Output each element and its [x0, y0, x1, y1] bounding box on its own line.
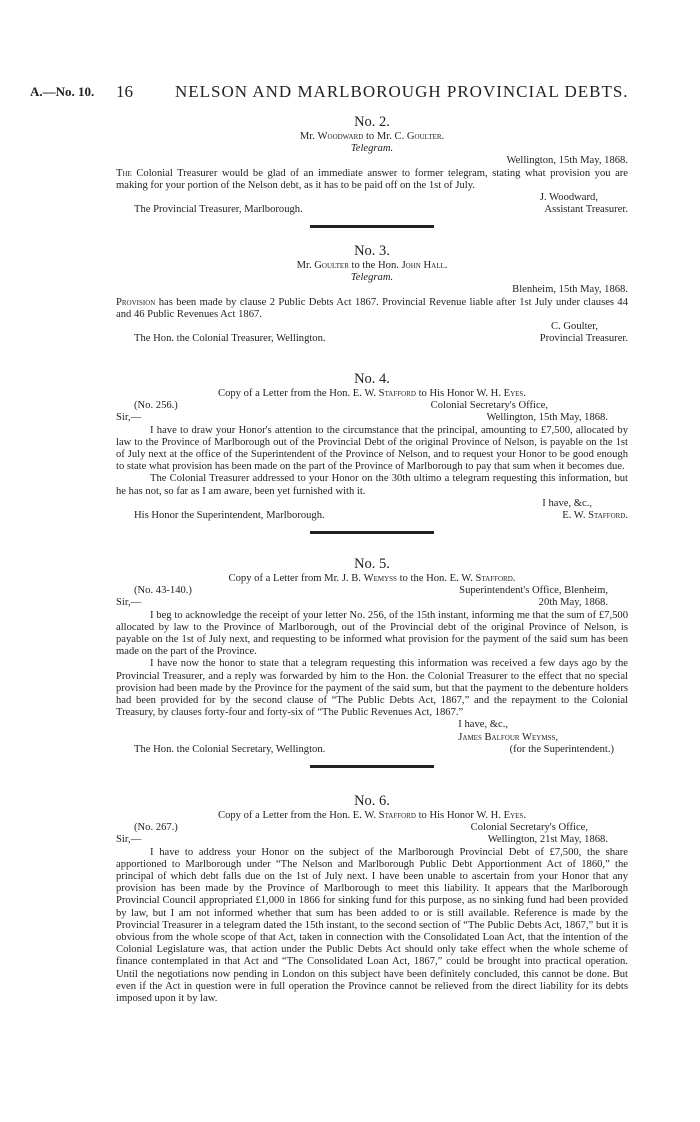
to-name: John Hall. [401, 260, 448, 271]
place-date: Wellington, 21st May, 1868. [487, 834, 608, 846]
caption-name: Stafford. [475, 573, 516, 584]
addressee-row [116, 333, 628, 345]
letter-paragraph: I have now the honor to state that a telegram requesting this information was received a few days ago by the Provincial Treasurer, and a reply was forwarded by him to the Hon. the Colonial Treasurer to the effect that no special provision had been made by the Province for the payment of the said sum, but that the payment to the debenture holders had been provided for by the second clause of “The Public Debts Act, 1867,” and the repayment to the Colonial Treasury, by clauses forty-four and forty-six of “The Public Revenues Act, 1867.” [116, 658, 628, 719]
from-name: Goulter [314, 260, 349, 271]
caption-text: to the Hon. E. W. [399, 573, 473, 584]
signature: C. Goulter, [551, 321, 598, 333]
addressee-row [116, 510, 628, 522]
message-body [116, 168, 628, 192]
office: Colonial Secretary's Office, [470, 822, 588, 834]
body-text: Colonial Treasurer would be glad of an immediate answer to former telegram, stating what provision you are making for your portion of the Nelson debt, as it has to be paid off on the 1st of July. [116, 167, 628, 191]
caption-text: to His Honor W. H. [418, 810, 501, 821]
salutation-row [116, 597, 628, 609]
closing: I have, &c., [458, 719, 508, 731]
correspondents-line [116, 260, 628, 272]
signature-note: (for the Superintendent.) [509, 743, 614, 755]
signature: J. Woodward, [539, 192, 598, 204]
caption-name: Eyes. [503, 388, 526, 399]
reference-number: (No. 256.) [134, 400, 178, 412]
place-date: Blenheim, 15th May, 1868. [512, 284, 628, 296]
caption-name: Wemyss [363, 573, 397, 584]
addressee: The Hon. the Colonial Treasurer, Wellington. [134, 333, 326, 345]
section-no-4 [116, 370, 628, 542]
caption-name: Eyes. [503, 810, 526, 821]
section-no-2 [116, 113, 628, 236]
section-divider [310, 225, 434, 228]
section-number: No. 3. [354, 243, 390, 259]
letter-caption [116, 573, 628, 585]
caption-name: Stafford [378, 810, 416, 821]
message-type: Telegram. [350, 272, 394, 284]
salutation-row [116, 834, 628, 846]
addressee-row [116, 744, 628, 756]
salutation: Sir,— [116, 597, 142, 609]
section-divider [310, 765, 434, 768]
from-title: Mr. [296, 260, 312, 271]
letter-paragraph: The Colonial Treasurer addressed to your Honor on the 30th ultimo a telegram requesting this information, but he has not, so far as I am aware, been yet furnished with it. [116, 473, 628, 497]
reference-row [116, 585, 628, 597]
running-header [30, 82, 670, 104]
caption-text: Copy of a Letter from Mr. J. B. [228, 573, 361, 584]
message-type: Telegram. [350, 143, 394, 155]
place-date: Wellington, 15th May, 1868. [486, 412, 608, 424]
reference-row [116, 822, 628, 834]
addressee: The Hon. the Colonial Secretary, Wellington. [134, 743, 326, 755]
letter-caption [116, 810, 628, 822]
body-lead: The [116, 167, 132, 179]
place-date: Wellington, 15th May, 1868. [506, 155, 628, 167]
signature: E. W. Stafford. [562, 510, 628, 522]
reference-number: (No. 43-140.) [134, 585, 192, 597]
section-number: No. 4. [354, 371, 390, 387]
page-number: 16 [116, 82, 133, 101]
caption-text: to His Honor W. H. [418, 388, 501, 399]
caption-text: Copy of a Letter from the Hon. E. W. [218, 810, 377, 821]
addressee-row [116, 204, 628, 216]
letter-caption [116, 388, 628, 400]
letter-paragraph: I beg to acknowledge the receipt of your letter No. 256, of the 15th instant, informing me that the sum of £7,500 allocated by law to the Province of Marlborough, out of the Provincial debt of the original Province of Nelson, is payable on the 1st of July next, and requesting to be informed what provision for the payment of the said sum has been made on the part of the Province. [116, 609, 628, 658]
to-title: to the Hon. [351, 260, 399, 271]
caption-text: Copy of a Letter from the Hon. E. W. [218, 388, 377, 399]
page-title: NELSON AND MARLBOROUGH PROVINCIAL DEBTS. [175, 82, 629, 101]
to-title: Mr. C. [376, 131, 405, 142]
salutation-row [116, 412, 628, 424]
letter-paragraph: I have to draw your Honor's attention to the circumstance that the principal, amounting to £7,500, allocated by law to the Province of Marlborough out of the Provincial Debt of the original Province of Nelson, is payable on the 1st of July next at the office of the Superintendent of the Province of Nelson, and to request your Honor to be good enough to state what provision has been made on the part of the Province of Marlborough to pay that sum when it becomes due. [116, 424, 628, 473]
paper-reference: A.—No. 10. [30, 84, 95, 99]
signature: James Balfour Weymss, [458, 731, 558, 743]
section-divider [310, 531, 434, 534]
signature-title: Assistant Treasurer. [544, 204, 628, 216]
section-number: No. 5. [354, 556, 390, 572]
section-no-3 [116, 242, 628, 345]
body-lead: Provision [116, 296, 156, 308]
section-number: No. 2. [354, 114, 390, 130]
closing: I have, &c., [542, 497, 592, 509]
body-text: has been made by clause 2 Public Debts Act 1867. Provincial Revenue liable after 1st July under clauses 44 and 46 Public Revenues Act 1867. [116, 296, 628, 320]
office: Colonial Secretary's Office, [430, 400, 548, 412]
salutation: Sir,— [116, 412, 142, 424]
reference-number: (No. 267.) [134, 822, 178, 834]
from-name: Woodward [317, 131, 364, 142]
section-no-6 [116, 792, 628, 1005]
to-name: Goulter. [406, 131, 445, 142]
section-no-5 [116, 555, 628, 776]
section-number: No. 6. [354, 793, 390, 809]
caption-name: Stafford [378, 388, 416, 399]
signature-title: Provincial Treasurer. [539, 333, 628, 345]
reference-row [116, 400, 628, 412]
office: Superintendent's Office, Blenheim, [459, 585, 608, 597]
message-body [116, 297, 628, 321]
correspondents-line: Mr. Woodward to Mr. C. Goulter. [299, 131, 445, 142]
date: 20th May, 1868. [538, 597, 608, 609]
addressee: His Honor the Superintendent, Marlborough. [134, 510, 325, 522]
salutation: Sir,— [116, 834, 142, 846]
from-title: Mr. [299, 131, 315, 142]
letter-paragraph: I have to address your Honor on the subject of the Marlborough Provincial Debt of £7,500, the share apportioned to Marlborough under “The Nelson and Marlborough Public Debt Apportionment Act of 1860,” the principal of which debt falls due on the 1st of July next. I have been unable to ascertain from your Honor that any provision has been made by the Province of Marlborough to meet this liability. It appears that the Marlborough Provincial Council appropriated £1,000 in 1866 for sinking fund for this purpose, as no sinking fund had been provided by law, but I am not informed whether that sum has been added to or is still available. Reference is made by the Provincial Treasurer in a telegram dated the 15th instant, to the second section of “The Public Debts Act, 1867,” but it is obvious from the whole scope of that Act, taken in connection with the Consolidated Loan Act, that the intention of the Colonial Legislature was, that action under the Public Debts Act should only take effect when the whole scheme of finance contemplated in that Act and “The Consolidated Loan Act, 1867,” could be brought into practical operation. Until the negotiations now pending in London on this subject have been definitely concluded, this cannot be done. But even if the Act in question were in full operation the Province cannot be relieved from the direct liability for its debts imposed upon it by law. [116, 846, 628, 1005]
addressee: The Provincial Treasurer, Marlborough. [134, 204, 303, 216]
